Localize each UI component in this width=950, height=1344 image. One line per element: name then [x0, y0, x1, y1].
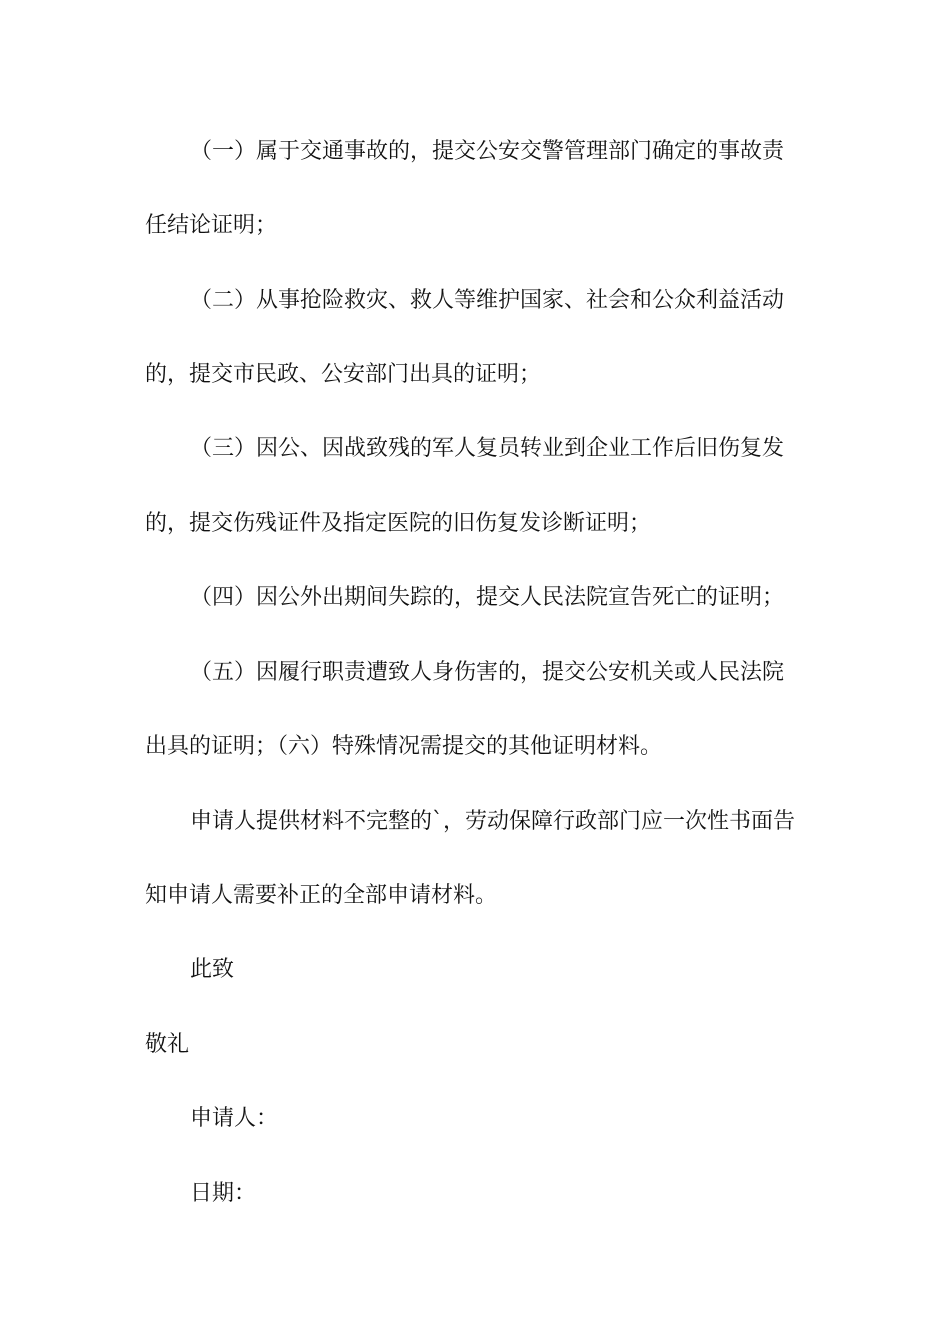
date-label: 日期：: [190, 1181, 257, 1206]
paragraph-line-8: （五）因履行职责遭致人身伤害的，提交公安机关或人民法院: [190, 660, 785, 685]
paragraph-line-3: （二）从事抢险救灾、救人等维护国家、社会和公众利益活动: [190, 288, 785, 313]
paragraph-line-4: 的，提交市民政、公安部门出具的证明；: [145, 362, 542, 387]
paragraph-line-1: （一）属于交通事故的，提交公安交警管理部门确定的事故责: [190, 139, 785, 164]
paragraph-line-9: 出具的证明；（六）特殊情况需提交的其他证明材料。: [145, 734, 663, 759]
paragraph-line-7: （四）因公外出期间失踪的，提交人民法院宣告死亡的证明；: [190, 585, 785, 610]
applicant-label: 申请人：: [190, 1106, 279, 1131]
paragraph-line-11: 知申请人需要补正的全部申请材料。: [145, 883, 498, 908]
paragraph-line-2: 任结论证明；: [145, 213, 278, 238]
salutation: 敬礼: [145, 1032, 190, 1057]
closing-phrase: 此致: [190, 957, 235, 982]
paragraph-line-5: （三）因公、因战致残的军人复员转业到企业工作后旧伤复发: [190, 436, 785, 461]
paragraph-line-10: 申请人提供材料不完整的`，劳动保障行政部门应一次性书面告: [190, 809, 796, 834]
paragraph-line-6: 的，提交伤残证件及指定医院的旧伤复发诊断证明；: [145, 511, 652, 536]
